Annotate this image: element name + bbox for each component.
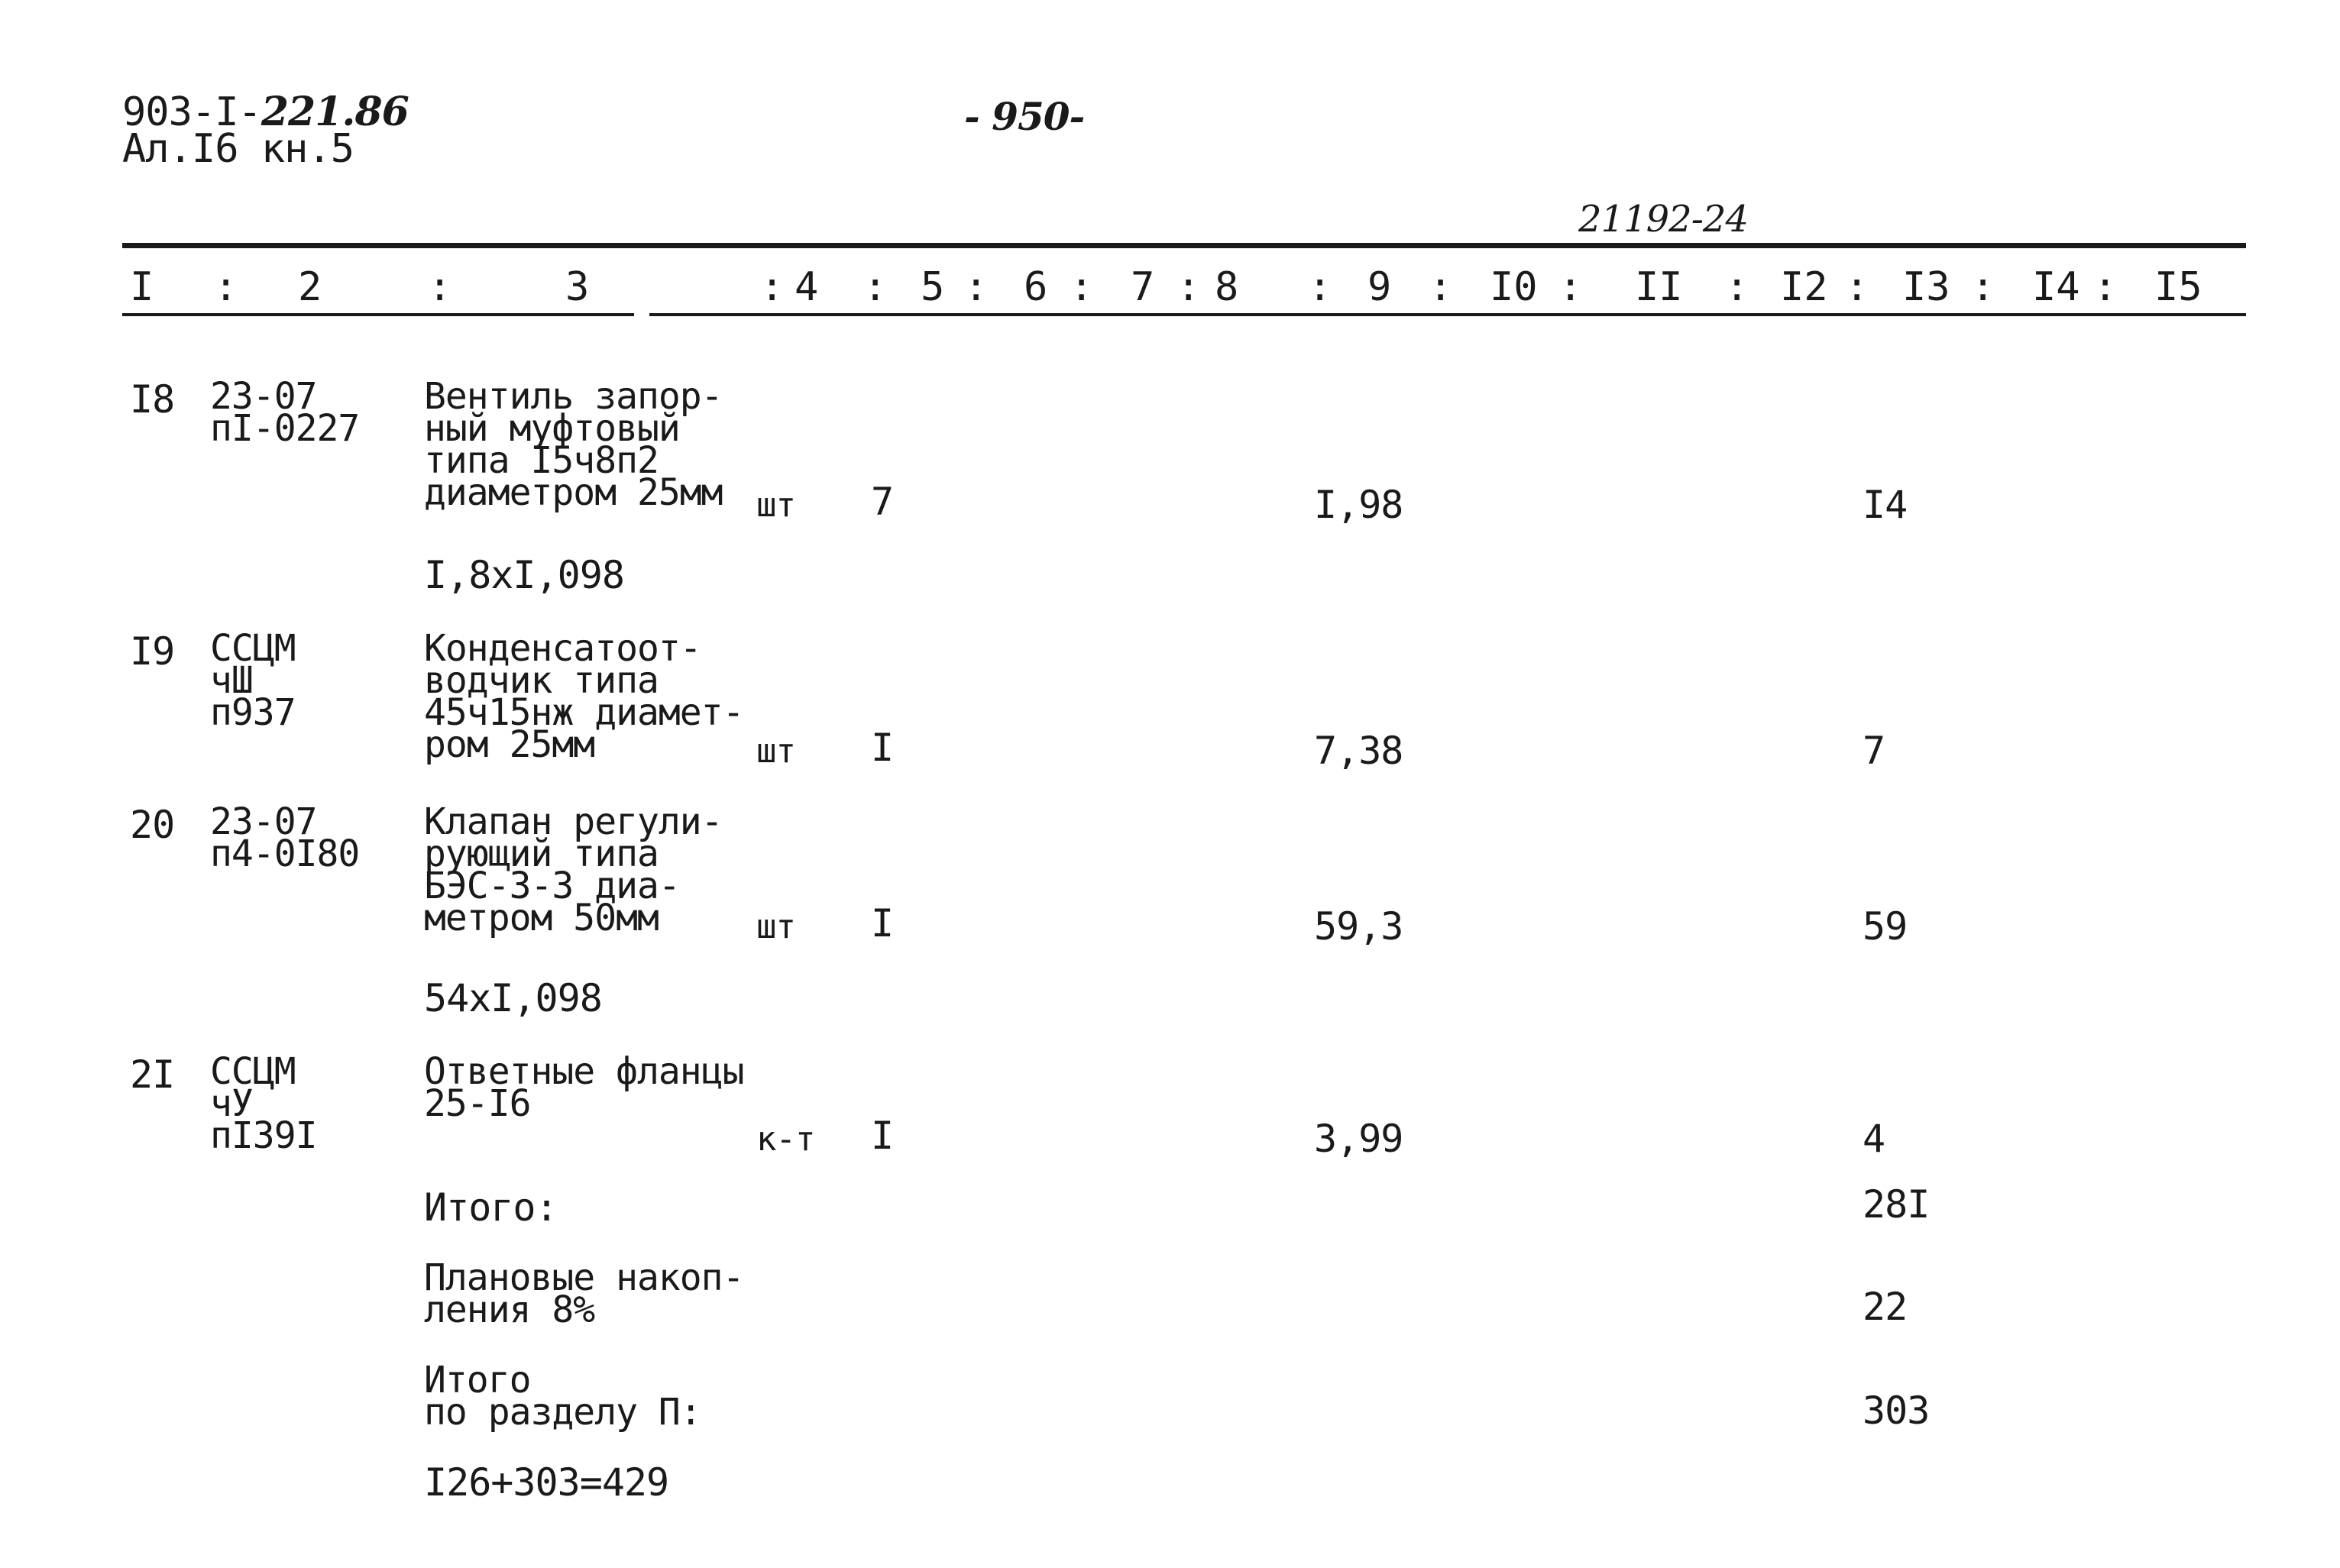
row-description-line: 45ч15нж диамет-	[424, 691, 744, 734]
column-header-sep: :	[1725, 264, 1749, 310]
row-code	[210, 375, 360, 450]
column-header-sep: :	[1429, 264, 1453, 310]
column-header-1: I	[130, 264, 154, 310]
row-description-line: водчик типа	[424, 659, 659, 702]
column-header-sep: :	[1558, 264, 1583, 310]
row-code-line: 23-07	[210, 800, 317, 843]
row-number: I9	[130, 629, 175, 674]
row-description-line: ный муфтовый	[424, 407, 680, 450]
column-header-sep: :	[1176, 264, 1201, 310]
row-quantity: I	[871, 726, 894, 770]
row-note: 54хI,098	[424, 976, 602, 1020]
row-description-line: 25-I6	[424, 1082, 531, 1125]
column-header-15: I5	[2154, 264, 2202, 310]
row-code	[210, 800, 360, 875]
row-description	[424, 1050, 744, 1125]
column-header-sep: :	[1070, 264, 1094, 310]
row-code-line: п4-0I80	[210, 832, 360, 875]
row-description	[424, 375, 723, 514]
row-note: I,8хI,098	[424, 553, 624, 597]
column-header-sep: :	[2093, 264, 2118, 310]
column-header-2: 2	[298, 264, 322, 310]
section-total-label	[424, 1359, 701, 1434]
row-code	[210, 627, 296, 734]
row-description-line: типа I5ч8п2	[424, 439, 659, 482]
accumulation-value: 22	[1863, 1285, 1908, 1329]
column-header-14: I4	[2032, 264, 2080, 310]
row-total: 4	[1863, 1117, 1885, 1161]
row-description-line: ром 25мм	[424, 723, 595, 766]
column-header-13: I3	[1902, 264, 1950, 310]
row-code-line: ССЦМ	[210, 627, 296, 670]
final-sum: I26+303=429	[424, 1460, 669, 1505]
row-code-line: пI39I	[210, 1114, 317, 1157]
page-number: - 950-	[964, 94, 1085, 139]
row-price: I,98	[1314, 483, 1403, 527]
column-header-10: I0	[1490, 264, 1538, 310]
column-header-9: 9	[1367, 264, 1392, 310]
header-underline	[649, 313, 2246, 316]
row-price: 7,38	[1314, 729, 1403, 773]
row-number: I8	[130, 377, 175, 422]
row-quantity: I	[871, 901, 894, 946]
row-price: 59,3	[1314, 904, 1403, 949]
subtotal-label: Итого:	[424, 1185, 558, 1230]
sheet-code: 21192-24	[1578, 198, 1748, 241]
row-unit: шт	[756, 486, 795, 525]
row-description	[424, 627, 744, 766]
column-header-4: 4	[795, 264, 819, 310]
row-total: 7	[1863, 729, 1885, 773]
doc-code-handwritten: 221.86	[261, 89, 409, 135]
column-header-7: 7	[1131, 264, 1155, 310]
album-number: Ал.I6 кн.5	[122, 126, 354, 172]
row-number: 20	[130, 803, 175, 847]
row-code-line: чШ	[210, 659, 253, 702]
section-total-label-line: по разделу П:	[424, 1391, 701, 1434]
subtotal-value: 28I	[1863, 1182, 1930, 1227]
row-quantity: I	[871, 1114, 894, 1158]
column-header-sep: :	[214, 264, 238, 310]
row-code-line: п937	[210, 691, 296, 734]
column-header-sep: :	[863, 264, 888, 310]
row-description-line: Ответные фланцы	[424, 1050, 744, 1093]
header-underline	[122, 313, 634, 316]
accumulation-label-line: Плановые накоп-	[424, 1256, 744, 1299]
section-total-label-line: Итого	[424, 1359, 531, 1402]
accumulation-label	[424, 1256, 744, 1331]
row-description-line: рующий типа	[424, 832, 659, 875]
column-header-sep: :	[428, 264, 452, 310]
doc-code-prefix: 903-I-	[122, 89, 261, 135]
row-description-line: Конденсатоот-	[424, 627, 701, 670]
row-quantity: 7	[871, 480, 894, 524]
row-unit: к-т	[756, 1120, 815, 1159]
column-header-12: I2	[1780, 264, 1828, 310]
row-code	[210, 1050, 317, 1157]
row-number: 2I	[130, 1052, 175, 1097]
row-price: 3,99	[1314, 1117, 1403, 1161]
row-unit: шт	[756, 732, 795, 771]
column-header-sep: :	[1308, 264, 1332, 310]
column-header-5: 5	[921, 264, 945, 310]
row-total: I4	[1863, 483, 1908, 527]
column-header-6: 6	[1024, 264, 1048, 310]
accumulation-label-line: ления 8%	[424, 1288, 595, 1331]
table-top-rule	[122, 243, 2246, 248]
column-header-3: 3	[565, 264, 590, 310]
column-header-8: 8	[1215, 264, 1239, 310]
row-description-line: метром 50мм	[424, 897, 659, 939]
row-description-line: Клапан регули-	[424, 800, 723, 843]
section-total-value: 303	[1863, 1389, 1930, 1433]
row-description-line: диаметром 25мм	[424, 471, 723, 514]
row-description-line: БЭС-3-3 диа-	[424, 865, 680, 907]
row-description-line: Вентиль запор-	[424, 375, 723, 418]
column-header-sep: :	[1971, 264, 1995, 310]
row-total: 59	[1863, 904, 1908, 949]
row-description	[424, 800, 723, 939]
column-header-11: II	[1635, 264, 1683, 310]
column-header-sep: :	[964, 264, 989, 310]
row-code-line: чУ	[210, 1082, 253, 1125]
column-header-sep: :	[1845, 264, 1869, 310]
column-header-sep: :	[760, 264, 785, 310]
row-code-line: пI-0227	[210, 407, 360, 450]
row-unit: шт	[756, 907, 795, 946]
row-code-line: 23-07	[210, 375, 317, 418]
row-code-line: ССЦМ	[210, 1050, 296, 1093]
